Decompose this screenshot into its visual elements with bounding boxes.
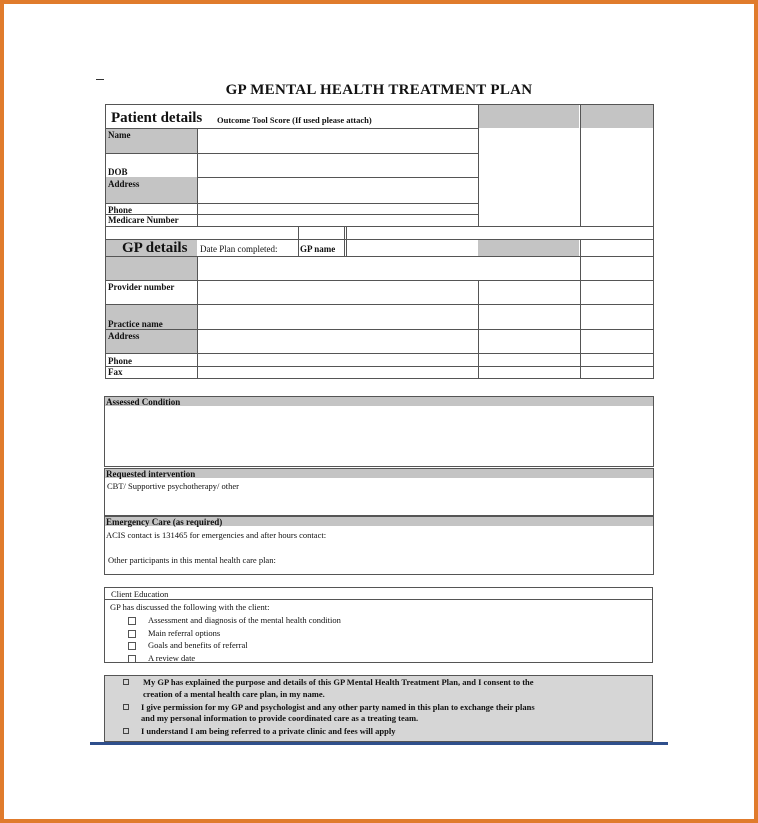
gp-details-heading: GP details bbox=[122, 240, 188, 256]
name-label: Name bbox=[108, 130, 131, 140]
decorative-dash bbox=[96, 79, 104, 80]
consent-line-2: creation of a mental health care plan, in my name. bbox=[143, 689, 325, 699]
emergency-box bbox=[104, 516, 654, 575]
consent-line-4: and my personal information to provide coordinated care as a treating team. bbox=[141, 713, 419, 723]
gp-address-label: Address bbox=[108, 331, 140, 341]
outcome-tool-label: Outcome Tool Score (If used please attach) bbox=[217, 115, 372, 125]
checkbox-icon[interactable] bbox=[128, 655, 136, 663]
education-intro: GP has discussed the following with the client: bbox=[110, 602, 270, 612]
gp-name-label: GP name bbox=[300, 244, 336, 254]
education-item: A review date bbox=[128, 653, 195, 663]
requested-intervention-label: Requested intervention bbox=[106, 469, 196, 479]
checkbox-icon[interactable] bbox=[128, 642, 136, 650]
consent-line-1: My GP has explained the purpose and details of this GP Mental Health Treatment Plan, and I consent to the bbox=[143, 677, 534, 687]
client-education-label: Client Education bbox=[111, 589, 169, 599]
patient-details-heading: Patient details bbox=[111, 110, 203, 126]
assessed-box bbox=[104, 396, 654, 467]
education-item: Assessment and diagnosis of the mental health condition bbox=[128, 615, 341, 625]
intervention-box bbox=[104, 468, 654, 516]
phone-label: Phone bbox=[108, 205, 133, 215]
intervention-text: CBT/ Supportive psychotherapy/ other bbox=[107, 481, 239, 491]
medicare-label: Medicare Number bbox=[108, 215, 179, 225]
emergency-care-label: Emergency Care (as required) bbox=[106, 517, 223, 527]
date-plan-label: Date Plan completed: bbox=[200, 244, 278, 254]
education-item: Goals and benefits of referral bbox=[128, 640, 248, 650]
provider-number-label: Provider number bbox=[108, 282, 175, 292]
consent-checkbox-1-icon[interactable] bbox=[123, 679, 129, 685]
dob-label: DOB bbox=[108, 167, 128, 177]
assessed-condition-label: Assessed Condition bbox=[106, 397, 181, 407]
checkbox-icon[interactable] bbox=[128, 630, 136, 638]
fax-label: Fax bbox=[108, 367, 123, 377]
practice-name-label: Practice name bbox=[108, 319, 163, 329]
checkbox-icon[interactable] bbox=[128, 617, 136, 625]
consent-checkbox-3-icon[interactable] bbox=[123, 728, 129, 734]
consent-line-3: I give permission for my GP and psychologist and any other party named in this plan to exchange their plans bbox=[141, 702, 535, 712]
consent-line-5: I understand I am being referred to a private clinic and fees will apply bbox=[141, 726, 396, 736]
participants-text: Other participants in this mental health care plan: bbox=[108, 555, 276, 565]
consent-checkbox-2-icon[interactable] bbox=[123, 704, 129, 710]
gp-phone-label: Phone bbox=[108, 356, 133, 366]
education-item: Main referral options bbox=[128, 628, 220, 638]
acis-text: ACIS contact is 131465 for emergencies and after hours contact: bbox=[106, 530, 327, 540]
document-title: GP MENTAL HEALTH TREATMENT PLAN bbox=[225, 82, 533, 98]
page-cutoff-line bbox=[90, 742, 668, 745]
address-label: Address bbox=[108, 179, 140, 189]
